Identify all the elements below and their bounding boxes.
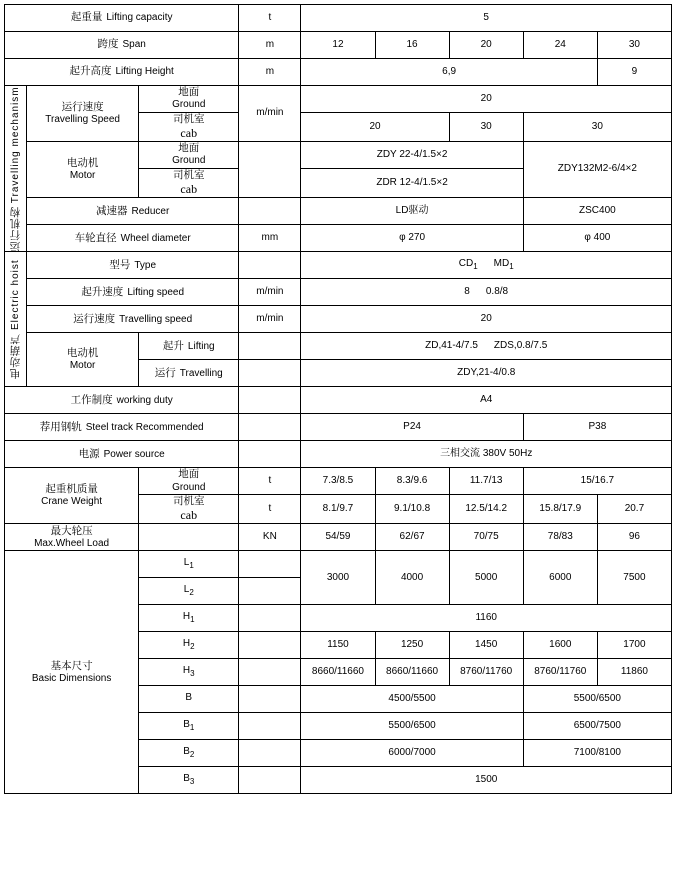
sub-label-cab-travelling-speed: 司机室 cab [139,113,239,142]
value-H2-4: 1600 [523,632,597,659]
value-H2-1: 1150 [301,632,375,659]
row-label-working-duty: 工作制度 working duty [5,387,239,414]
value-travelling-speed-cab-2: 30 [449,113,523,142]
unit-max-wheel-load: KN [239,524,301,551]
value-L-2: 4000 [375,551,449,605]
table-row [5,441,672,468]
value-max-wheel-load-3: 70/75 [449,524,523,551]
value-wheel-diameter-a: φ 270 [301,225,523,252]
value-max-wheel-load-5: 96 [597,524,671,551]
table-row [5,198,672,225]
value-H2-2: 1250 [375,632,449,659]
value-reducer-a: LD驱动 [301,198,523,225]
table-row [5,414,672,441]
row-label-lifting-height: 起升高度 Lifting Height [5,59,239,86]
row-label-hoist-motor: 电动机 Motor [27,333,139,387]
table-row [5,252,672,279]
unit-working-duty-empty [239,387,301,414]
unit-hoist-motor-travelling-empty [239,360,301,387]
value-H3-1: 8660/11660 [301,659,375,686]
unit-lifting-height: m [239,59,301,86]
value-B-b: 5500/6500 [523,686,671,713]
unit-crane-weight-cab: t [239,495,301,524]
value-B2-b: 7100/8100 [523,740,671,767]
row-label-lifting-capacity: 起重量 Lifting capacity [5,5,239,32]
value-lifting-capacity: 5 [301,5,672,32]
unit-power-source-empty [239,441,301,468]
value-travelling-speed-cab-3: 30 [523,113,671,142]
row-label-reducer: 减速器 Reducer [27,198,239,225]
unit-type-empty [239,252,301,279]
value-span-3: 20 [449,32,523,59]
sub-label-ground-motor: 地面 Ground [139,142,239,169]
unit-span: m [239,32,301,59]
row-label-type: 型号 Type [27,252,239,279]
row-label-hoist-travelling-speed: 运行速度 Travelling speed [27,306,239,333]
table-row [5,142,672,169]
value-L-4: 6000 [523,551,597,605]
row-label-steel-track: 荐用钢轨 Steel track Recommended [5,414,239,441]
value-crane-weight-ground-4: 15/16.7 [523,468,671,495]
dim-name-B2: $B_2$ [139,740,239,767]
value-travelling-speed-cab-1: 20 [301,113,449,142]
row-label-crane-weight: 起重机质量 Crane Weight [5,468,139,524]
table-row [5,59,672,86]
value-hoist-lifting-speed [301,279,672,306]
value-H2-3: 1450 [449,632,523,659]
sub-label-cab-motor: 司机室 cab [139,169,239,198]
row-label-hoist-lifting-speed: 起升速度 Lifting speed [27,279,239,306]
value-crane-weight-ground-1: 7.3/8.5 [301,468,375,495]
value-crane-weight-cab-3: 12.5/14.2 [449,495,523,524]
unit-travelling-speed: m/min [239,86,301,142]
value-steel-track-a: P24 [301,414,523,441]
value-hoist-lifting-speed-b: 0.8/8 [485,286,509,297]
unit-hoist-travelling-speed: m/min [239,306,301,333]
dim-unit-B [239,686,301,713]
value-H3-4: 8760/11760 [523,659,597,686]
value-crane-weight-cab-2: 9.1/10.8 [375,495,449,524]
value-L-1: 3000 [301,551,375,605]
table-row [5,524,672,551]
unit-hoist-motor-lifting-empty [239,333,301,360]
table-row [5,279,672,306]
sub-label-crane-weight-cab: 司机室 cab [139,495,239,524]
value-reducer-b: ZSC400 [523,198,671,225]
table-row [5,468,672,495]
value-span-2: 16 [375,32,449,59]
unit-reducer-empty [239,198,301,225]
value-wheel-diameter-b: φ 400 [523,225,671,252]
value-B2-a: 6000/7000 [301,740,523,767]
value-crane-weight-cab-4: 15.8/17.9 [523,495,597,524]
value-max-wheel-load-1: 54/59 [301,524,375,551]
dim-unit-L2 [239,578,301,605]
value-hoist-motor-lifting-a: ZD,41-4/7.5 [425,340,478,351]
row-label-span: 跨度 Span [5,32,239,59]
value-span-4: 24 [523,32,597,59]
table-row [5,32,672,59]
dim-unit-H3 [239,659,301,686]
value-B1-b: 6500/7500 [523,713,671,740]
value-type-a: CD [458,258,474,270]
value-steel-track-b: P38 [523,414,671,441]
value-crane-weight-cab-5: 20.7 [597,495,671,524]
dim-name-H2: $H_2$ [139,632,239,659]
value-hoist-motor-lifting [301,333,672,360]
row-label-max-wheel-load: 最大轮压 Max.Wheel Load [5,524,139,551]
dim-unit-B2 [239,740,301,767]
value-travelling-speed-ground: 20 [301,86,672,113]
value-H2-5: 1700 [597,632,671,659]
table-row [5,225,672,252]
table-row [5,387,672,414]
dim-name-L2: $L_2$ [139,578,239,605]
table-row [5,551,672,578]
value-span-1: 12 [301,32,375,59]
value-hoist-lifting-speed-a: 8 [464,286,470,297]
crane-specification-table [4,4,672,794]
table-row [5,306,672,333]
value-max-wheel-load-2: 62/67 [375,524,449,551]
value-hoist-motor-lifting-b: ZDS,0.8/7.5 [493,340,548,351]
value-lifting-height-a: 6,9 [301,59,597,86]
value-working-duty: A4 [301,387,672,414]
value-crane-weight-ground-2: 8.3/9.6 [375,468,449,495]
sub-label-ground-travelling-speed: 地面 Ground [139,86,239,113]
value-lifting-height-b: 9 [597,59,671,86]
value-crane-weight-cab-1: 8.1/9.7 [301,495,375,524]
value-B-a: 4500/5500 [301,686,523,713]
value-hoist-motor-travelling: ZDY,21-4/0.8 [301,360,672,387]
dim-unit-H1 [239,605,301,632]
value-max-wheel-load-4: 78/83 [523,524,597,551]
value-hoist-travelling-speed: 20 [301,306,672,333]
table-row [5,5,672,32]
table-row [5,86,672,113]
row-label-travelling-speed: 运行速度 Travelling Speed [27,86,139,142]
value-motor-right: ZDY132M2-6/4×2 [523,142,671,198]
dim-name-L1: $L_1$ [139,551,239,578]
dim-unit-B1 [239,713,301,740]
value-B3: 1500 [301,767,672,794]
value-type-b: MD [493,258,510,270]
dim-name-H1: $H_1$ [139,605,239,632]
dim-name-B1: $B_1$ [139,713,239,740]
unit-wheel-diameter: mm [239,225,301,252]
unit-motor-empty [239,142,301,198]
value-L-5: 7500 [597,551,671,605]
value-H3-2: 8660/11660 [375,659,449,686]
section-label-basic-dimensions: 基本尺寸 Basic Dimensions [5,551,139,794]
value-type: $CD_1$ $MD_1$ [301,252,672,279]
dim-name-H3: $H_3$ [139,659,239,686]
value-B1-a: 5500/6500 [301,713,523,740]
dim-unit-B3 [239,767,301,794]
sub-label-hoist-motor-travelling: 运行 Travelling [139,360,239,387]
dim-name-B: B [139,686,239,713]
sub-label-hoist-motor-lifting: 起升 Lifting [139,333,239,360]
dim-unit-L1 [239,551,301,578]
value-crane-weight-ground-3: 11.7/13 [449,468,523,495]
unit-crane-weight-ground: t [239,468,301,495]
value-H1: 1160 [301,605,672,632]
value-motor-ground: ZDY 22-4/1.5×2 [301,142,523,169]
unit-hoist-lifting-speed: m/min [239,279,301,306]
max-wheel-load-blank [139,524,239,551]
row-label-power-source: 电源 Power source [5,441,239,468]
section-label-travelling-mechanism: 运行机构 Travelling mechanism [5,86,27,252]
unit-steel-track-empty [239,414,301,441]
value-motor-cab: ZDR 12-4/1.5×2 [301,169,523,198]
dim-name-B3: $B_3$ [139,767,239,794]
sub-label-crane-weight-ground: 地面 Ground [139,468,239,495]
dim-unit-H2 [239,632,301,659]
value-L-3: 5000 [449,551,523,605]
table-row [5,333,672,360]
value-power-source: 三相交流 380V 50Hz [301,441,672,468]
row-label-travelling-motor: 电动机 Motor [27,142,139,198]
section-label-electric-hoist: 电动葫芦 Electric hoist [5,252,27,387]
value-H3-3: 8760/11760 [449,659,523,686]
value-span-5: 30 [597,32,671,59]
value-H3-5: 11860 [597,659,671,686]
row-label-wheel-diameter: 车轮直径 Wheel diameter [27,225,239,252]
unit-lifting-capacity: t [239,5,301,32]
